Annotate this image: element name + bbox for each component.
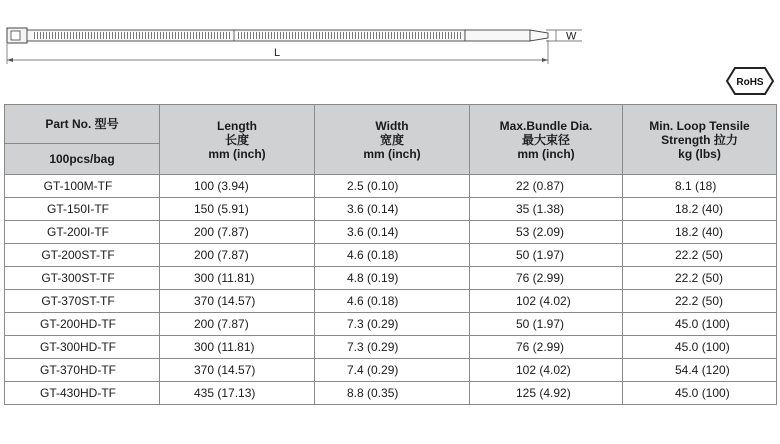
cell-tensile: 18.2 (40)	[623, 221, 777, 244]
header-tensile-line-3: kg (lbs)	[678, 146, 721, 161]
header-pack: 100pcs/bag	[5, 144, 160, 175]
cell-width: 7.4 (0.29)	[315, 359, 470, 382]
table-row	[5, 198, 777, 221]
header-width	[315, 105, 470, 175]
cell-tensile: 45.0 (100)	[623, 382, 777, 405]
table-row	[5, 175, 777, 198]
table-row	[5, 221, 777, 244]
spec-table	[4, 104, 777, 405]
table-row	[5, 359, 777, 382]
cell-width: 4.6 (0.18)	[315, 290, 470, 313]
cell-length: 300 (11.81)	[160, 336, 315, 359]
header-tensile-line-1: Min. Loop Tensile	[649, 118, 750, 133]
cell-width: 2.5 (0.10)	[315, 175, 470, 198]
length-dimension	[7, 40, 548, 64]
header-tensile-line-2: Strength 拉力	[661, 132, 738, 147]
cell-length: 200 (7.87)	[160, 221, 315, 244]
cell-tensile: 8.1 (18)	[623, 175, 777, 198]
table-row	[5, 382, 777, 405]
cell-bundle: 50 (1.97)	[470, 244, 623, 267]
cell-part-no: GT-200ST-TF	[5, 244, 160, 267]
cell-length: 200 (7.87)	[160, 244, 315, 267]
cell-width: 7.3 (0.29)	[315, 336, 470, 359]
header-bundle	[470, 105, 623, 175]
rohs-badge	[726, 66, 774, 96]
cell-length: 300 (11.81)	[160, 267, 315, 290]
table-row	[5, 244, 777, 267]
cell-part-no: GT-300HD-TF	[5, 336, 160, 359]
table-body	[5, 175, 777, 405]
header-length-line-2: 长度	[224, 132, 249, 147]
width-label: W	[566, 30, 577, 43]
width-dimension	[546, 30, 582, 43]
cell-width: 7.3 (0.29)	[315, 313, 470, 336]
cell-width: 4.8 (0.19)	[315, 267, 470, 290]
cell-part-no: GT-200I-TF	[5, 221, 160, 244]
cell-length: 370 (14.57)	[160, 359, 315, 382]
cell-tensile: 22.2 (50)	[623, 290, 777, 313]
cell-bundle: 53 (2.09)	[470, 221, 623, 244]
cell-part-no: GT-370ST-TF	[5, 290, 160, 313]
cell-bundle: 102 (4.02)	[470, 290, 623, 313]
header-length-line-1: Length	[217, 118, 257, 133]
header-length	[160, 105, 315, 175]
cable-tie-diagram	[0, 0, 780, 80]
cell-bundle: 76 (2.99)	[470, 336, 623, 359]
header-length-line-3: mm (inch)	[208, 146, 266, 161]
cell-bundle: 76 (2.99)	[470, 267, 623, 290]
header-bundle-line-2: 最大束径	[521, 132, 570, 147]
cell-width: 8.8 (0.35)	[315, 382, 470, 405]
cell-tensile: 54.4 (120)	[623, 359, 777, 382]
rohs-text: RoHS	[736, 77, 764, 88]
cell-part-no: GT-370HD-TF	[5, 359, 160, 382]
cell-length: 150 (5.91)	[160, 198, 315, 221]
cell-part-no: GT-100M-TF	[5, 175, 160, 198]
cell-bundle: 35 (1.38)	[470, 198, 623, 221]
cell-length: 370 (14.57)	[160, 290, 315, 313]
length-label: L	[274, 47, 281, 59]
cell-part-no: GT-300ST-TF	[5, 267, 160, 290]
cell-width: 4.6 (0.18)	[315, 244, 470, 267]
cell-tensile: 22.2 (50)	[623, 267, 777, 290]
header-tensile	[623, 105, 777, 175]
header-width-line-3: mm (inch)	[363, 146, 421, 161]
cell-tensile: 22.2 (50)	[623, 244, 777, 267]
header-bundle-line-3: mm (inch)	[517, 146, 575, 161]
cell-width: 3.6 (0.14)	[315, 221, 470, 244]
table-row	[5, 336, 777, 359]
table-row	[5, 313, 777, 336]
table-header	[5, 105, 777, 175]
cell-tensile: 45.0 (100)	[623, 336, 777, 359]
header-part-no: Part No. 型号	[5, 105, 160, 144]
cell-bundle: 102 (4.02)	[470, 359, 623, 382]
header-bundle-line-1: Max.Bundle Dia.	[499, 118, 593, 133]
cell-bundle: 50 (1.97)	[470, 313, 623, 336]
cell-tensile: 18.2 (40)	[623, 198, 777, 221]
header-width-line-1: Width	[375, 118, 409, 133]
cell-length: 435 (17.13)	[160, 382, 315, 405]
cell-part-no: GT-200HD-TF	[5, 313, 160, 336]
table-row	[5, 290, 777, 313]
cable-tie-shape	[7, 28, 548, 43]
cell-width: 3.6 (0.14)	[315, 198, 470, 221]
cell-bundle: 125 (4.92)	[470, 382, 623, 405]
cell-bundle: 22 (0.87)	[470, 175, 623, 198]
header-width-line-2: 宽度	[379, 132, 404, 147]
cell-length: 200 (7.87)	[160, 313, 315, 336]
cell-length: 100 (3.94)	[160, 175, 315, 198]
cell-part-no: GT-430HD-TF	[5, 382, 160, 405]
cell-tensile: 45.0 (100)	[623, 313, 777, 336]
table-row	[5, 267, 777, 290]
cell-part-no: GT-150I-TF	[5, 198, 160, 221]
